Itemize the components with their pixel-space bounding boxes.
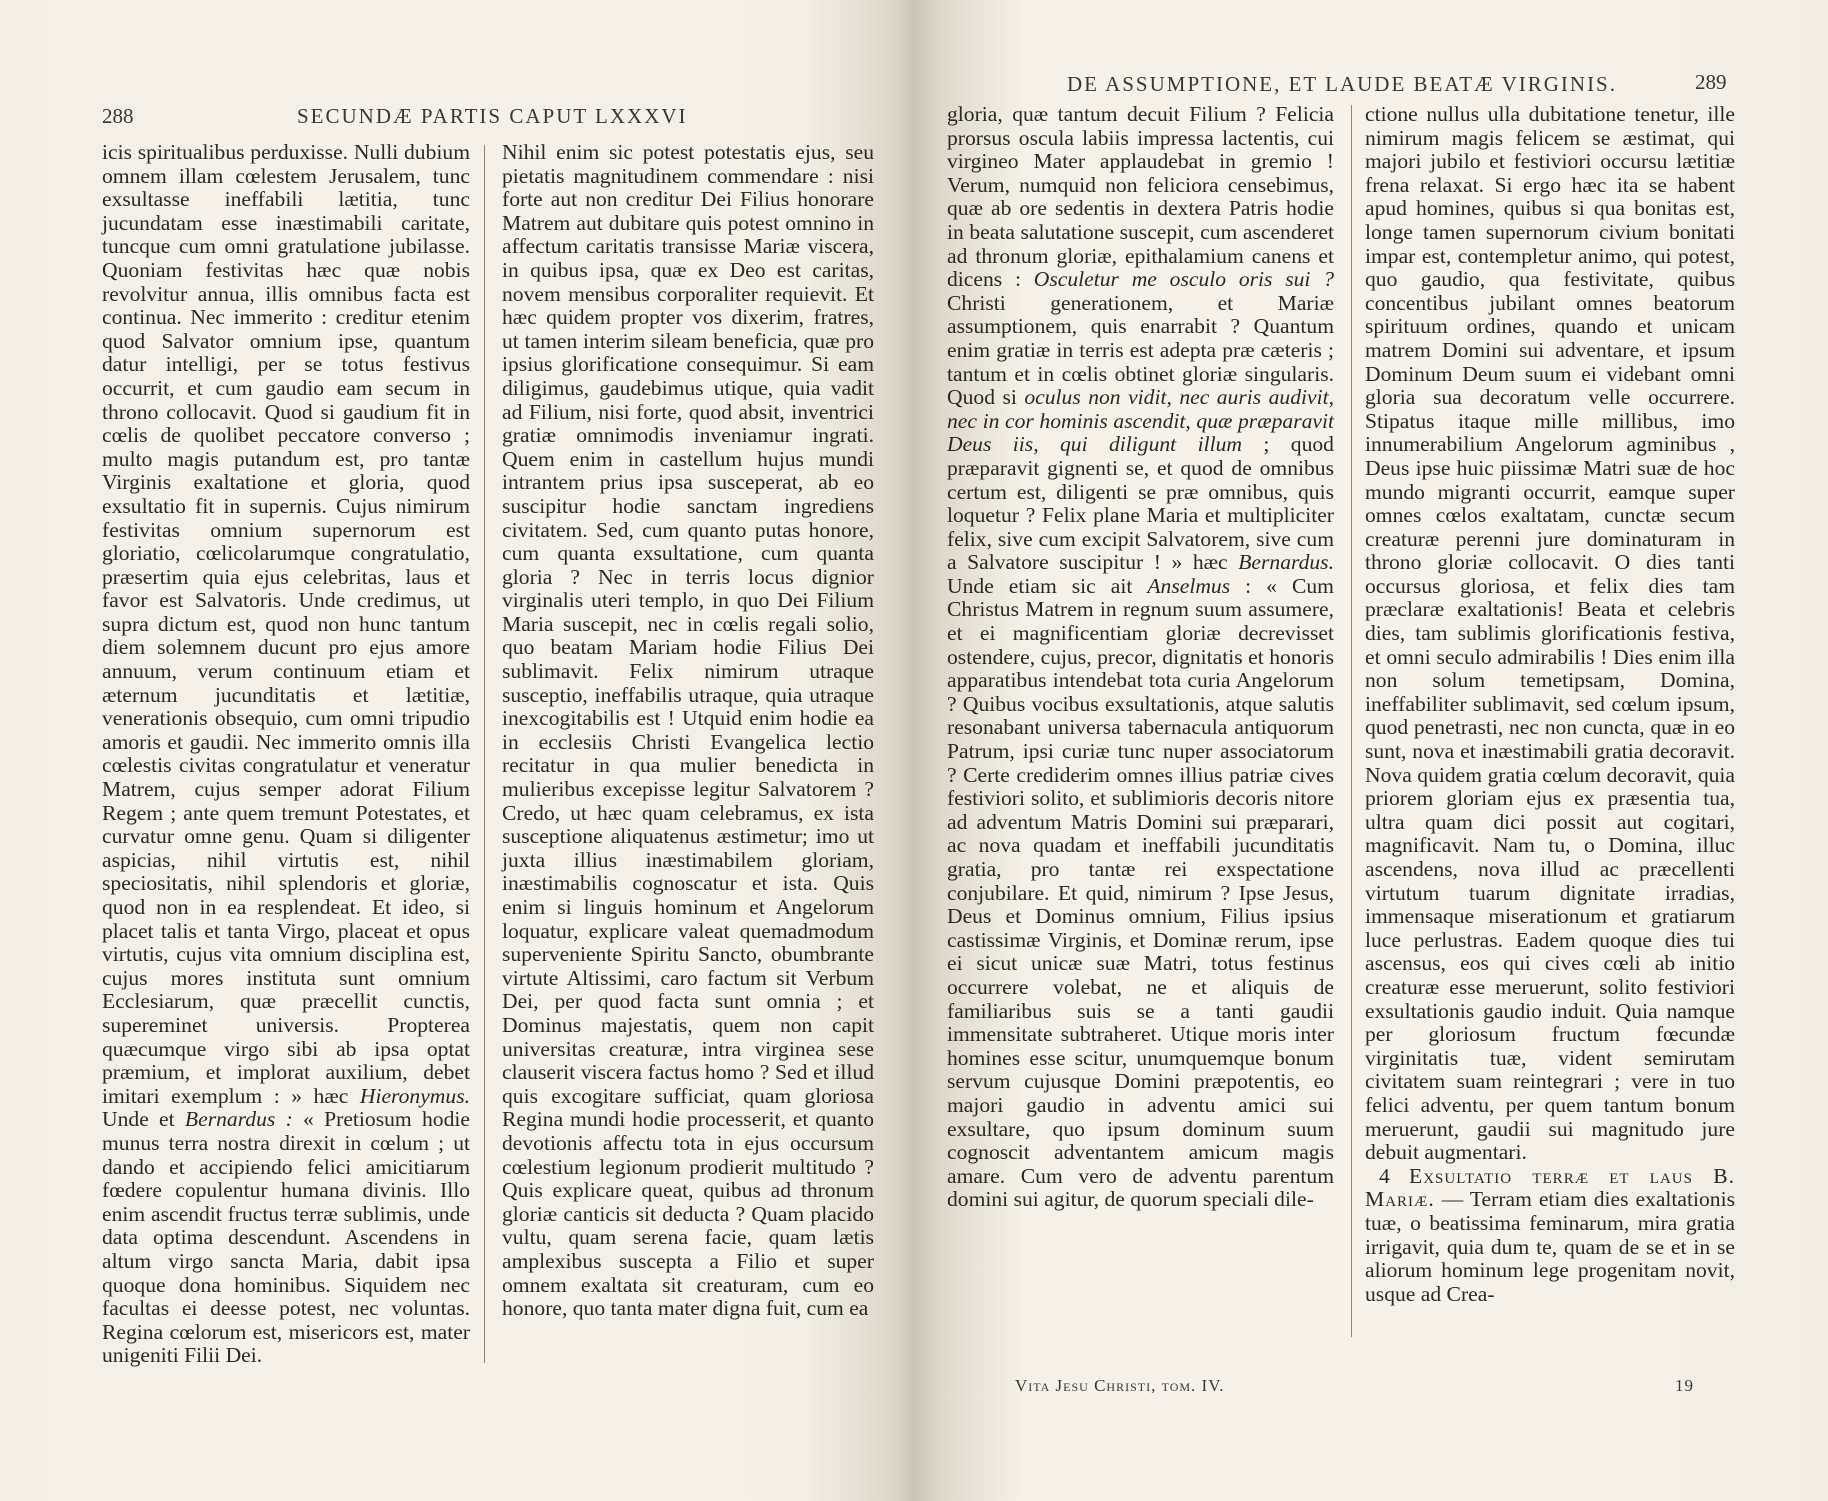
right-column-rule [1351, 105, 1352, 1337]
section-number: 4 [1379, 1163, 1390, 1188]
right-running-head: DE ASSUMPTIONE, ET LAUDE BEATÆ VIRGINIS. [1067, 72, 1617, 96]
right-col1-part-a: gloria, quæ tantum decuit Filium ? Felicia prorsus oscula labiis impressa lactentis, cui virgineo Mater applaudebat in gremio ! Verum, numquid non feliciora censebimus, quæ ab ore sedentis in dextera Patris hodie in beata salutatione suscepit, cum ascenderet ad thronum gloriæ, epithalamium canens et dicens : [947, 102, 1334, 292]
right-footer [1015, 1376, 1225, 1396]
right-col2-section [1365, 1165, 1735, 1307]
right-col1-part-e: : « Cum Christus Matrem in regnum suum assumere, et ei magnificentiam gloriæ decrevisset ostendere, cujus, precor, dignitatis et honoris apparatibus intendebat tota curia Angelorum ? Quibus vocibus exsultationis, atque salutis resonabant universa tabernacula antiquorum Patrum, ipsi curiæ tunc nuper associatorum ? Certe crediderim omnes illius patriæ cives festiviori solito, et sublimioris decoris nitore ad adventum Matris Domini sui præparari, ac nova quadam et ineffabili jucunditatis gratia, pro tantæ rei exspectatione conjubilare. Et quid, nimirum ? Ipse Jesus, Deus et Dominus omnium, Filius ipsius castissimæ Virginis, et Dominæ rerum, ipse ei sicut unicæ suæ Matri, totus festinus occurrere volebat, ne et aliquis de familiaribus suis se a tanti gaudii immensitate subtraheret. Utique moris inter homines esse scitur, unumquemque bonum servum cujusque Domini præpotentis, eo majori gaudio in adventu amici sui exsultare, quo ipsum dominum suum cognoscit adventantem amicum magis amare. Cum vero de adventu parentum domini sui agitur, de quorum speciali dile- [947, 573, 1334, 1212]
left-running-head: SECUNDÆ PARTIS CAPUT LXXXVI [297, 104, 688, 128]
left-col1-author-hieronymus: Hieronymus. [359, 1083, 470, 1108]
left-column-rule [484, 145, 485, 1363]
right-col2-part-a: ctione nullus ulla dubitatione tenetur, ille nimirum magis felicem se æstimat, qui majori jubilo et festiviori occursu lætitiæ frena relaxat. Si ergo hæc ita se habent apud homines, quibus si qua bonitas est, longe tamen supernorum civium bonitati impar est, contempletur animo, qui potest, quo gaudio, qua festivitate, quibus concentibus jubilant omnes beatorum spirituum ordines, quando et unicam matrem Domini sui adventare, et ipsum Dominum Deum suum ei videbant omni gloria sua decoratum velle occurrere. Stipatus itaque mille millibus, imo innumerabilium Angelorum agminibus , Deus ipse huic piissimæ Matri suæ de hoc mundo migranti occurrit, eamque super omnes cœlos exaltatam, cunctæ secum creaturæ perenni jure dominaturam in throno gloriæ collocavit. O dies tanti occursus gloriosa, et felix dies tam præclaræ exaltationis! Beata et celebris dies, tam sublimis glorificationis festiva, et omni seculo admirabilis ! Dies enim illa non solum temetipsam, Domina, ineffabiliter sublimavit, sed cœlum ipsum, quod penetrasti, nec non cuncta, quæ in eo sunt, nova et inæstimabili gratia decoravit. Nova quidem gratia cœlum decoravit, quia priorem gloriam ejus ex præsentia tua, ultra quam dici possit aut cogitari, magnificavit. Nam tu, o Domina, illuc ascendens, nova illud ac præcellenti virtutum tuarum dignitate irradias, immensaque miserationum et gratiarum luce perlustras. Eadem quoque dies tui ascensus, eos qui cives cœli ab initio creaturæ esse meruerunt, solito festiviori exsultationis gaudio induit. Quia namque per gloriosum fructum fœcundæ virginitatis tuæ, vident semirutam civitatem suam reintegrari ; vere in tuo felici adventu, per quem tantum bonum meruerunt, gaudii sui magnitudo jure debuit augmentari. [1365, 102, 1735, 1165]
right-col1-author-bernardus: Bernardus. [1238, 550, 1334, 575]
right-column-1 [947, 103, 1334, 1212]
right-col1-author-anselmus: Anselmus [1147, 573, 1231, 598]
right-page-number: 289 [1695, 70, 1727, 94]
right-col1-quote-osculetur: Osculetur me osculo oris sui ? [1033, 267, 1334, 292]
right-column-2 [1365, 103, 1735, 1306]
left-column-1 [102, 141, 470, 1368]
left-col1-connector: Unde et [102, 1107, 175, 1132]
right-col1-part-d: Unde etiam sic ait [947, 573, 1133, 598]
footer-title: Vita Jesu Christi, tom. IV. [1015, 1376, 1225, 1395]
left-column-1-text [102, 141, 470, 1368]
right-page [905, 0, 1828, 1501]
signature-mark: 19 [1675, 1376, 1694, 1395]
left-col1-body: icis spiritualibus perduxisse. Nulli dubium omnem illam cœlestem Jerusalem, tunc exsultasse ineffabili lætitia, tunc jucundatam esse inæstimabili caritate, tuncque cum omni gratulatione jubilasse. Quoniam festivitas hæc quæ nobis revolvitur annua, illis omnibus facta est continua. Nec immerito : creditur etenim quod Salvator omnium ipse, quantum datur intelligi, per se totus festivus occurrit, et cum gaudio eam secum in throno collocavit. Quod si gaudium fit in cœlis de quolibet peccatore converso ; multo magis putandum est, pro tantæ Virginis exaltatione et gloria, quod exsultatio fit in supernis. Cujus nimirum festivitas omnium supernorum est gloriatio, cœlicolarumque congratulatio, præsertim quia ejus celebritas, laus et favor est Salvatoris. Unde credimus, ut supra dictum est, quod non hunc tantum diem solemnem ducunt pro ejus amore annuum, verum continuum etiam et æternum jucunditatis et lætitiæ, venerationis obsequio, cum omni tripudio amoris et gaudii. Nec immerito omnis illa cœlestis civitas congratulatur et veneratur Matrem, cujus semper adorat Filium Regem ; ante quem tremunt Potestates, et curvatur omne genu. Quam si diligenter aspicias, nihil virtutis est, nihil speciositatis, nihil splendoris et gloriæ, quod non in ea resplendeat. Et ideo, si placet talis et tanta Virgo, placeat et opus virtutis, cujus vita omnium disciplina est, cujus mores instituta sunt omnium Ecclesiarum, quæ præcellit cunctis, supereminet universis. Propterea quæcumque virgo sibi ab ipsa optat præmium, et implorat auxilium, debet imitari exemplum : » hæc [102, 140, 470, 1108]
right-col1-quote-oculus: oculus non vidit, nec auris audivit, nec in cor hominis ascendit, quæ præparavit Deus iis, qui diligunt illum [947, 385, 1335, 457]
right-col2-part-b: — Terram etiam dies exaltationis tuæ, o beatissima feminarum, mira gratia irrigavit, quia dum te, quam de se et in se aliorum hominum lege progenitam novit, usque ad Crea- [1365, 1187, 1735, 1306]
left-page-number: 288 [102, 104, 134, 128]
left-col1-author-bernardus: Bernardus : [184, 1107, 293, 1132]
left-column-2 [502, 141, 874, 1321]
left-col1-quote: « Pretiosum hodie munus terra nostra direxit in cœlum ; ut dando et accipiendo felici amicitiarum fœdere copulentur humana divinis. Illo enim ascendit fructus terræ sublimis, unde data optima descendunt. Ascendens in altum virgo sancta Maria, dabit ipsa quoque dona hominibus. Siquidem nec facultas ei deesse potest, nec voluntas. Regina cœlorum est, misericors est, mater unigeniti Filii Dei. [102, 1107, 470, 1368]
section-title: Exsultatio terræ et laus B. Mariæ. [1365, 1163, 1735, 1212]
left-col2-body: Nihil enim sic potest potestatis ejus, seu pietatis magnitudinem commendare : nisi forte aut non creditur Dei Filius honorare Matrem aut dubitare quis potest omnino in affectum caritatis transisse Mariæ viscera, in quibus ipsa, quæ ex Deo est caritas, novem mensibus corporaliter requievit. Et hæc quidem propter vos dixerim, fratres, ut tamen interim sileam beneficia, quæ pro ipsius glorificatione consequimur. Si eam diligimus, gaudebimus utique, quia vadit ad Filium, nisi forte, quod absit, inventrici gratiæ omnimodis inveniamur ingrati. Quem enim in castellum hujus mundi intrantem prius ipsa susceperat, ab eo suscipitur hodie sanctam ingrediens civitatem. Sed, cum quanto putas honore, cum quanta exsultatione, cum quanta gloria ? Nec in terris locus dignior virginalis uteri templo, in quo Dei Filium Maria suscepit, nec in cœlis regali solio, quo beatam Mariam hodie Filius Dei sublimavit. Felix nimirum utraque susceptio, ineffabilis utraque, quia utraque inexcogitabilis est ! Utquid enim hodie ea in ecclesiis Christi Evangelica lectio recitatur in qua mulier benedicta in mulieribus excepisse legitur Salvatorem ? Credo, ut hæc quam celebramus, ex ista susceptione aliquatenus æstimetur; imo ut juxta illius inæstimabilem gloriam, inæstimabilis cognoscatur et ista. Quis enim si linguis hominum et Angelorum loquatur, explicare valeat quemadmodum superveniente Spiritu Sancto, obumbrante virtute Altissimi, caro factum sit Verbum Dei, per quod facta sunt omnia ; et Dominus majestatis, quem non capit universitas creaturæ, intra virginea sese clauserit viscera factus homo ? Sed et illud quis excogitare sufficiat, quam gloriosa Regina mundi hodie processerit, et quanto devotionis affectu tota in ejus occursum cœlestium legionum prodierit multitudo ? Quis explicare queat, quibus ad thronum gloriæ canticis sit deducta ? Quam placido vultu, quam serena facie, quam lætis amplexibus suscepta a Filio et super omnem exaltata sit creaturam, cum eo honore, quo tanta mater digna fuit, cum ea [502, 140, 874, 1321]
right-column-1-text [947, 103, 1334, 1212]
right-col1-part-c: ; quod præparavit gignenti se, et quod de omnibus certum est, diligenti se præ omnibus, quis loquetur ? Felix plane Maria et multipliciter felix, sive cum excipit Salvatorem, sive cum a Salvatore suscipitur ! » hæc [947, 432, 1334, 575]
right-col1-part-b: Christi generationem, et Mariæ assumptionem, quis enarrabit ? Quantum enim gratiæ in terris est adepta præ cæteris ; tantum et in cœlis obtinet gloriæ singularis. Quod si [947, 290, 1334, 410]
left-page [0, 0, 905, 1501]
